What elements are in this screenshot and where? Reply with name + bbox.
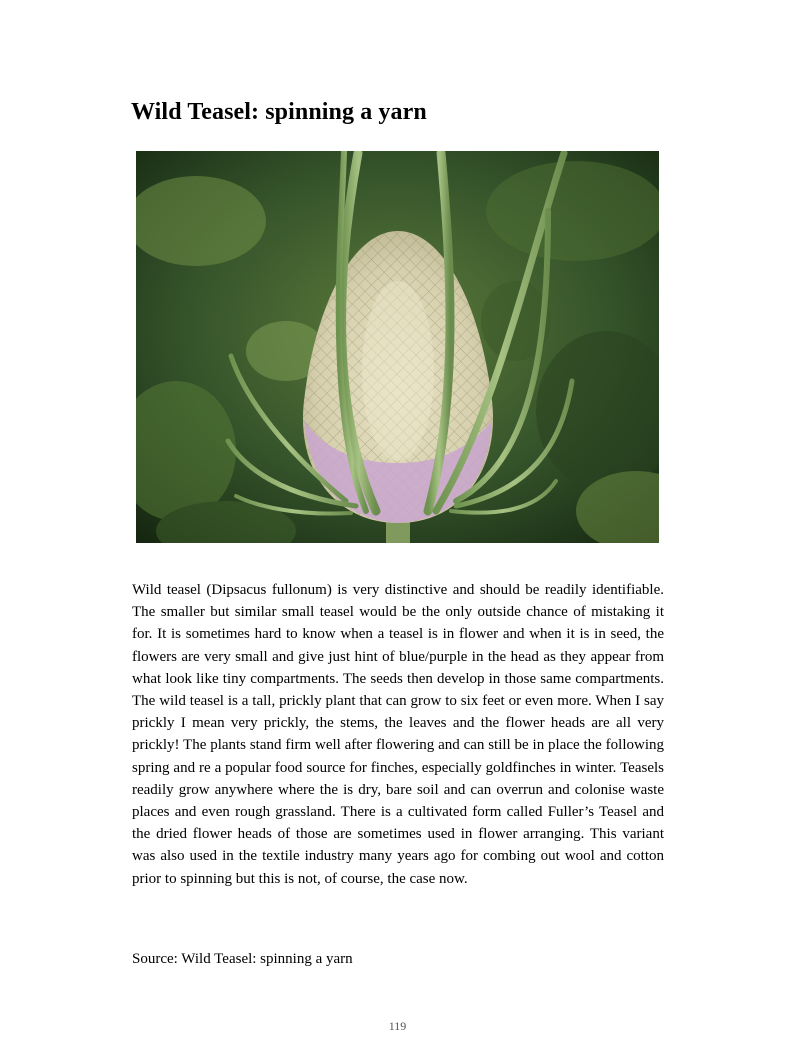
body-paragraph: Wild teasel (Dipsacus fullonum) is very distinctive and should be readily identifiable. The smaller but similar small teasel would be the only outside chance of mistaking it for. It is sometimes hard to know when a teasel is in flower and when it is in seed, the flowers are very small and give just hint of blue/purple in the head as they appear from what look like tiny compartments. The seeds then develop in those same compartments. The wild teasel is a tall, prickly plant that can grow to six feet or even more. When I say prickly I mean very prickly, the stems, the leaves and the flower heads are all very prickly! The plants stand firm well after flowering and can still be in place the following spring and re a popular food source for finches, especially goldfinches in winter. Teasels readily grow anywhere where the is dry, bare soil and can overrun and colonise waste places and even rough grassland. There is a cultivated form called Fuller’s Teasel and the dried flower heads of those are sometimes used in flower arranging. This variant was also used in the textile industry many years ago for combing out wool and cotton prior to spinning but this is not, of course, the case now. (132, 582, 664, 887)
source-line: Source: Wild Teasel: spinning a yarn (132, 951, 353, 967)
teasel-photo (136, 151, 659, 543)
page-number: 119 (388, 1019, 407, 1033)
page-title: Wild Teasel: spinning a yarn (131, 99, 427, 125)
